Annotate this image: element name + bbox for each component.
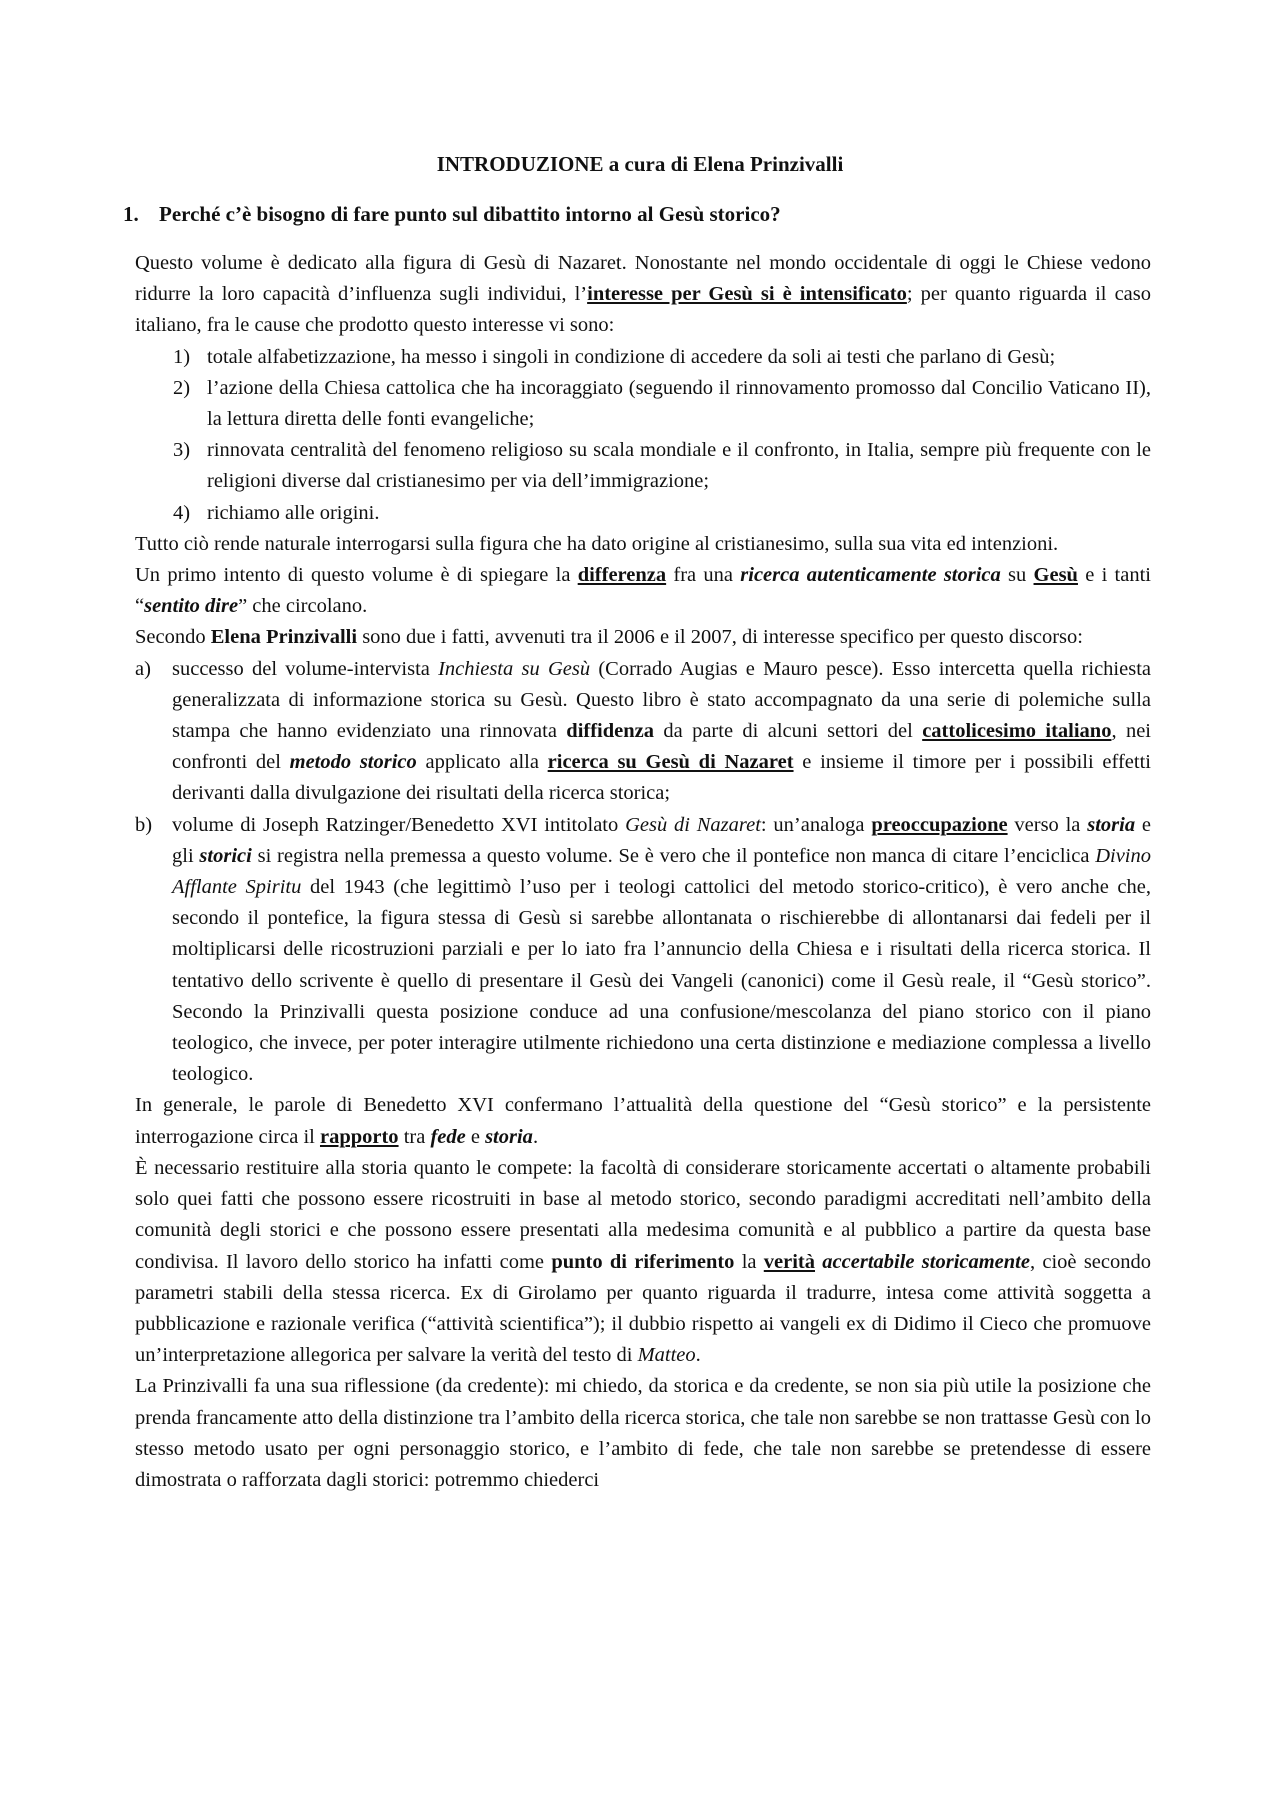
text-run: .	[695, 1344, 701, 1367]
text-run: ; per quanto riguarda il caso italiano, fra le cause che prodotto questo interesse vi sono:	[135, 283, 1151, 337]
paragraph: Tutto ciò rende naturale interrogarsi sulla figura che ha dato origine al cristianesimo, sulla sua vita ed intenzioni.	[135, 532, 1059, 555]
list-marker: a)	[135, 657, 151, 680]
text-run: , nei confronti del	[172, 720, 1152, 774]
book-title: Gesù di Nazaret	[625, 813, 761, 836]
paragraph-intro	[135, 248, 1151, 342]
text-run: successo del volume-intervista	[172, 657, 439, 680]
text-run: volume di Joseph Ratzinger/Benedetto XVI intitolato	[172, 813, 626, 836]
emphasis-text: Elena Prinzivalli	[210, 626, 358, 649]
paragraph	[135, 1090, 1151, 1152]
text-run: sono due i fatti, avvenuti tra il 2006 e il 2007, di interesse specifico per questo discorso:	[357, 626, 1083, 649]
list-marker: 2)	[173, 376, 191, 399]
emphasis-text: sentito dire	[144, 595, 239, 618]
emphasis-text: differenza	[577, 564, 667, 587]
text-run: In generale, le parole di Benedetto XVI confermano l’attualità della questione del “Gesù storico” e la persistente interrogazione circa il	[135, 1094, 1151, 1148]
emphasis-text: metodo storico	[289, 751, 417, 774]
text-run: fra una	[666, 564, 741, 587]
text-run: Questo volume è dedicato alla figura di Gesù di Nazaret. Nonostante nel mondo occidentale di oggi le Chiese vedono ridurre la loro capacità d’influenza sugli individui, l’	[135, 252, 1151, 306]
text-run: e insieme il timore per i possibili effetti derivanti dalla divulgazione dei risultati della ricerca storica;	[172, 751, 1151, 805]
list-item	[135, 654, 1151, 810]
text-run: la	[734, 1250, 764, 1273]
text-run: su	[1000, 564, 1034, 587]
text-run: È necessario restituire alla storia quanto le compete: la facoltà di considerare storicamente accertati o altamente probabili solo quei fatti che possono essere ricostruiti in base al metodo storico, secondo paradigmi accreditati nell’ambito della comunità degli storici e che possono essere presentati alla medesima comunità e al pubblico a partire da questa base condivisa. Il lavoro dello storico ha infatti come	[135, 1156, 1151, 1273]
text-run: applicato alla	[416, 751, 548, 774]
facts-list	[135, 654, 1151, 1091]
emphasis-text: preoccupazione	[871, 813, 1008, 836]
list-item	[173, 435, 1151, 497]
list-marker: 3)	[173, 439, 191, 462]
document-body	[135, 248, 1151, 1496]
paragraph	[135, 560, 1151, 622]
list-marker: b)	[135, 813, 153, 836]
text-run: si registra nella premessa a questo volume. Se è vero che il pontefice non manca di citare l’enciclica	[251, 844, 1096, 867]
text-run: tra	[398, 1125, 431, 1148]
causes-list	[135, 342, 1151, 529]
emphasis-text: diffidenza	[566, 720, 654, 743]
text-run: (Corrado Augias e Mauro pesce). Esso intercetta quella richiesta generalizzata di informazione storica su Gesù. Questo libro è stato accompagnato da una serie di polemiche sulla stampa che hanno evidenziato una rinnovata	[172, 657, 1151, 743]
document-title: INTRODUZIONE a cura di Elena Prinzivalli	[436, 152, 844, 176]
book-title: Inchiesta su Gesù	[438, 657, 591, 680]
emphasis-text: verità	[763, 1250, 816, 1273]
text-run: Secondo	[135, 626, 211, 649]
text-run: e i tanti “	[135, 564, 1151, 618]
list-marker: 1)	[173, 345, 191, 368]
emphasis-text: storici	[199, 844, 252, 867]
paragraph	[135, 622, 1151, 653]
list-item-text: richiamo alle origini.	[207, 501, 380, 524]
section-heading-text: Perché c’è bisogno di fare punto sul dibattito intorno al Gesù storico?	[159, 202, 781, 226]
section-number: 1.	[123, 202, 139, 226]
list-marker: 4)	[173, 501, 191, 524]
text-run: e	[465, 1125, 486, 1148]
paragraph	[135, 1153, 1151, 1371]
emphasis-text: fede	[430, 1125, 466, 1148]
emphasis-text: Gesù	[1033, 564, 1078, 587]
text-run: .	[532, 1125, 539, 1148]
text-run: : un’analoga	[760, 813, 872, 836]
emphasis-text: cattolicesimo italiano	[922, 720, 1112, 743]
text-run: ” che circolano.	[238, 595, 368, 618]
paragraph: La Prinzivalli fa una sua riflessione (da credente): mi chiedo, da storica e da credente, se non sia più utile la posizione che prenda francamente atto della distinzione tra l’ambito della ricerca storica, che tale non sarebbe se non trattasse Gesù con lo stesso metodo usato per ogni personaggio storico, e l’ambito di fede, che tale non sarebbe se pretendesse di essere dimostrata o rafforzata dagli storici: potremmo chiederci	[135, 1375, 1151, 1491]
text-run: , cioè secondo parametri stabili della stessa ricerca. Ex di Girolamo per quanto riguarda il tradurre, intesa come attività soggetta a pubblicazione e razionale verifica (“attività scientifica”); il dubbio rispetto ai vangeli ex di Didimo il Cieco che promuove un’interpretazione allegorica per salvare la verità del testo di	[135, 1250, 1151, 1367]
text-run: del 1943 (che legittimò l’uso per i teologi cattolici del metodo storico-critico), è vero anche che, secondo il pontefice, la figura stessa di Gesù si sarebbe allontanata o rischierebbe di allontanarsi dai fedeli per il moltiplicarsi delle ricostruzioni parziali e per lo iato fra l’annuncio della Chiesa e i risultati della ricerca storica. Il tentativo dello scrivente è quello di presentare il Gesù dei Vangeli (canonici) come il Gesù reale, il “Gesù storico”. Secondo la Prinzivalli questa posizione conduce ad una confusione/mescolanza del piano storico con il piano teologico, che invece, per poter interagire utilmente richiedono una certa distinzione e mediazione complessa a livello teologico.	[172, 876, 1151, 1086]
list-item-text: rinnovata centralità del fenomeno religioso su scala mondiale e il confronto, in Italia, sempre più frequente con le religioni diverse dal cristianesimo per via dell’immigrazione;	[207, 439, 1151, 493]
text-run: verso la	[1007, 813, 1088, 836]
text-run: da parte di alcuni settori del	[654, 720, 923, 743]
emphasis-text: accertabile storicamente	[822, 1250, 1030, 1273]
emphasis-text: rapporto	[319, 1125, 399, 1148]
list-item	[173, 342, 1151, 373]
emphasis-text: punto di riferimento	[551, 1250, 735, 1273]
book-title: Divino Afflante Spiritu	[172, 844, 1151, 899]
list-item-text: l’azione della Chiesa cattolica che ha incoraggiato (seguendo il rinnovamento promosso dal Concilio Vaticano II), la lettura diretta delle fonti evangeliche;	[207, 376, 1151, 431]
emphasis-text: storia	[485, 1125, 533, 1148]
emphasis-text: interesse per Gesù si è intensificato	[587, 283, 907, 306]
emphasis-text: ricerca su Gesù di Nazaret	[547, 751, 794, 774]
book-title: Matteo	[637, 1344, 696, 1367]
emphasis-text: ricerca autenticamente storica	[740, 564, 1001, 587]
list-item	[173, 498, 1151, 529]
emphasis-text: storia	[1087, 813, 1136, 836]
section-heading	[123, 202, 1123, 227]
text-run: e gli	[172, 813, 1152, 867]
list-item	[173, 373, 1151, 435]
text-run: Un primo intento di questo volume è di spiegare la	[135, 564, 578, 587]
list-item	[135, 810, 1151, 1091]
list-item-text: totale alfabetizzazione, ha messo i singoli in condizione di accedere da soli ai testi che parlano di Gesù;	[207, 345, 1056, 368]
